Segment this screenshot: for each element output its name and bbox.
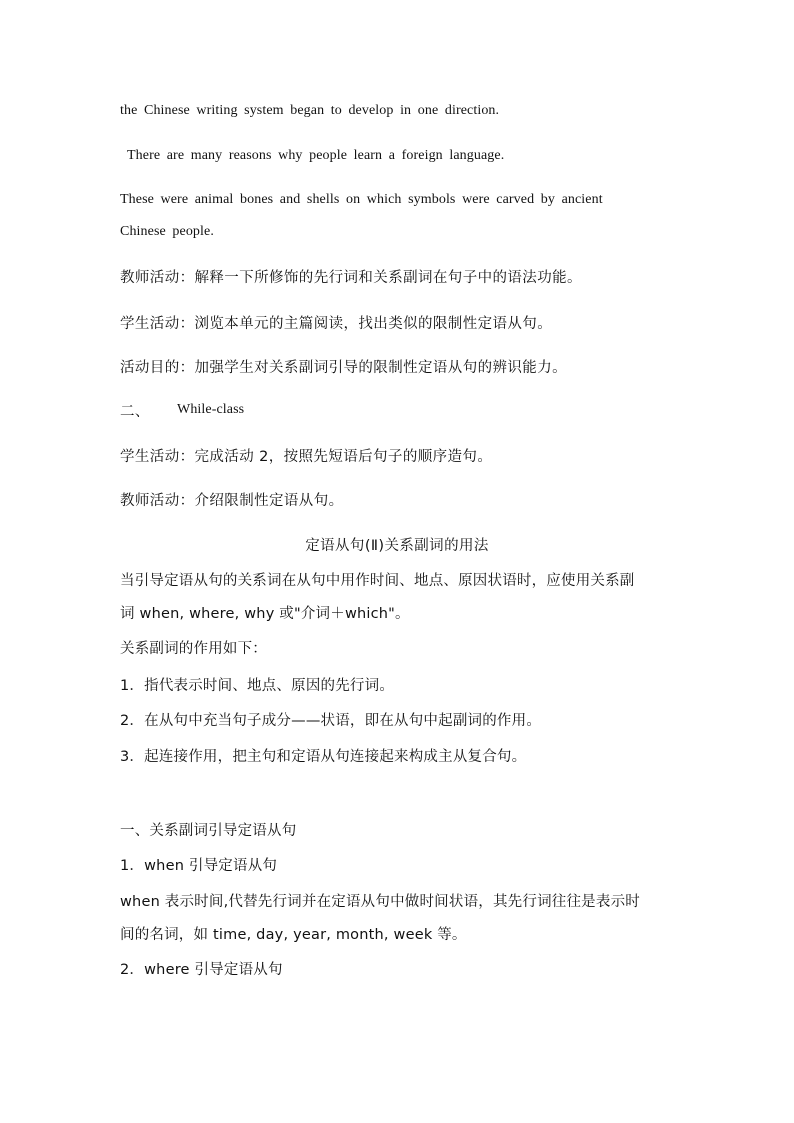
paragraph-when-line-2: 间的名词，如 time, day, year, month, week 等。: [120, 927, 467, 943]
english-example-line-4: Chinese people.: [120, 224, 214, 239]
student-activity-1: 学生活动：浏览本单元的主篇阅读，找出类似的限制性定语从句。: [120, 316, 553, 332]
teacher-activity-2: 教师活动：介绍限制性定语从句。: [120, 493, 344, 509]
list-item-3: 3．起连接作用，把主句和定语从句连接起来构成主从复合句。: [120, 749, 527, 765]
list-item-2: 2．在从句中充当句子成分——状语，即在从句中起副词的作用。: [120, 713, 542, 729]
list-item-1: 1．指代表示时间、地点、原因的先行词。: [120, 678, 395, 694]
english-example-line-1: the Chinese writing system began to develop in one direction.: [120, 103, 500, 118]
activity-purpose: 活动目的：加强学生对关系副词引导的限制性定语从句的辨识能力。: [120, 360, 567, 376]
paragraph-2: 关系副词的作用如下：: [120, 641, 267, 657]
paragraph-when-line-1: when 表示时间,代替先行词并在定语从句中做时间状语，其先行词往往是表示时: [120, 894, 640, 910]
teacher-activity-1: 教师活动：解释一下所修饰的先行词和关系副词在句子中的语法功能。: [120, 270, 582, 286]
paragraph-1-line-2: 词 when, where, why 或"介词＋which"。: [120, 606, 410, 622]
heading-relative-adverbs: 一、关系副词引导定语从句: [120, 823, 297, 839]
english-example-line-3: These were animal bones and shells on which symbols were carved by ancient: [120, 192, 603, 207]
student-activity-2: 学生活动：完成活动 2，按照先短语后句子的顺序造句。: [120, 449, 493, 465]
section-while-class: While-class: [177, 402, 245, 417]
section-number-two: 二、: [120, 404, 150, 420]
section-title: 定语从句(Ⅱ)关系副词的用法: [305, 538, 489, 554]
paragraph-1-line-1: 当引导定语从句的关系词在从句中用作时间、地点、原因状语时，应使用关系副: [120, 573, 635, 589]
english-example-line-2: There are many reasons why people learn a foreign language.: [127, 148, 505, 163]
heading-when: 1．when 引导定语从句: [120, 858, 278, 874]
heading-where: 2．where 引导定语从句: [120, 962, 283, 978]
